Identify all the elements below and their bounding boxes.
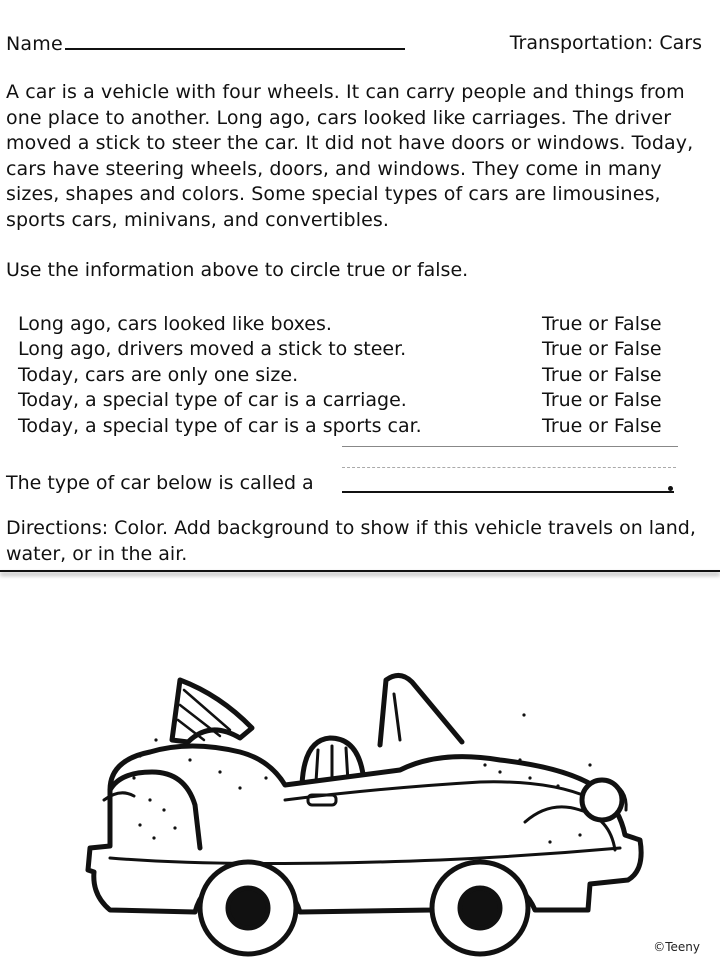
true-or-false-choice[interactable]: True or False [542, 363, 662, 386]
name-label: Name [6, 33, 63, 55]
answer-write-line[interactable] [342, 491, 674, 493]
name-write-line [65, 32, 405, 50]
reading-paragraph: A car is a vehicle with four wheels. It can carry people and things from one place to another. Long ago, cars looked like carriages. The driver moved a stick to steer the car. It did not have doors or windows. Today, cars have steering wheels, doors, and windows. They come in many sizes, shapes and colors. Some special types of cars are limousines, sports cars, minivans, and convertibles. [6, 81, 694, 231]
statement-text: Long ago, drivers moved a stick to steer. [18, 338, 407, 361]
true-or-false-choice[interactable]: True or False [542, 312, 662, 335]
period-mark [668, 486, 673, 491]
statement-text: Today, a special type of car is a sports car. [18, 414, 422, 437]
statement-row [18, 311, 678, 337]
instruction-text: Use the information above to circle true or false. [6, 259, 469, 281]
statement-row [18, 388, 678, 414]
statement-row [18, 337, 678, 363]
statement-text: Today, cars are only one size. [18, 363, 299, 386]
writing-guide-midline [342, 467, 676, 468]
topic-title: Transportation: Cars [509, 32, 702, 54]
true-false-list [18, 311, 678, 439]
true-or-false-choice[interactable]: True or False [542, 338, 662, 361]
directions-text: Directions: Color. Add background to show if this vehicle travels on land, water, or in the air. [6, 517, 696, 565]
true-or-false-choice[interactable]: True or False [542, 389, 662, 412]
convertible-car-drawing-icon [80, 660, 650, 960]
statement-row [18, 413, 678, 439]
statement-text: Long ago, cars looked like boxes. [18, 312, 332, 335]
statement-text: Today, a special type of car is a carriage. [18, 389, 407, 412]
writing-guide-top [342, 446, 678, 447]
true-or-false-choice[interactable]: True or False [542, 414, 662, 437]
copyright-credit: ©Teeny [653, 940, 700, 954]
fill-in-prompt: The type of car below is called a [6, 472, 314, 494]
statement-row [18, 362, 678, 388]
name-field [6, 32, 405, 55]
section-divider [0, 570, 720, 572]
